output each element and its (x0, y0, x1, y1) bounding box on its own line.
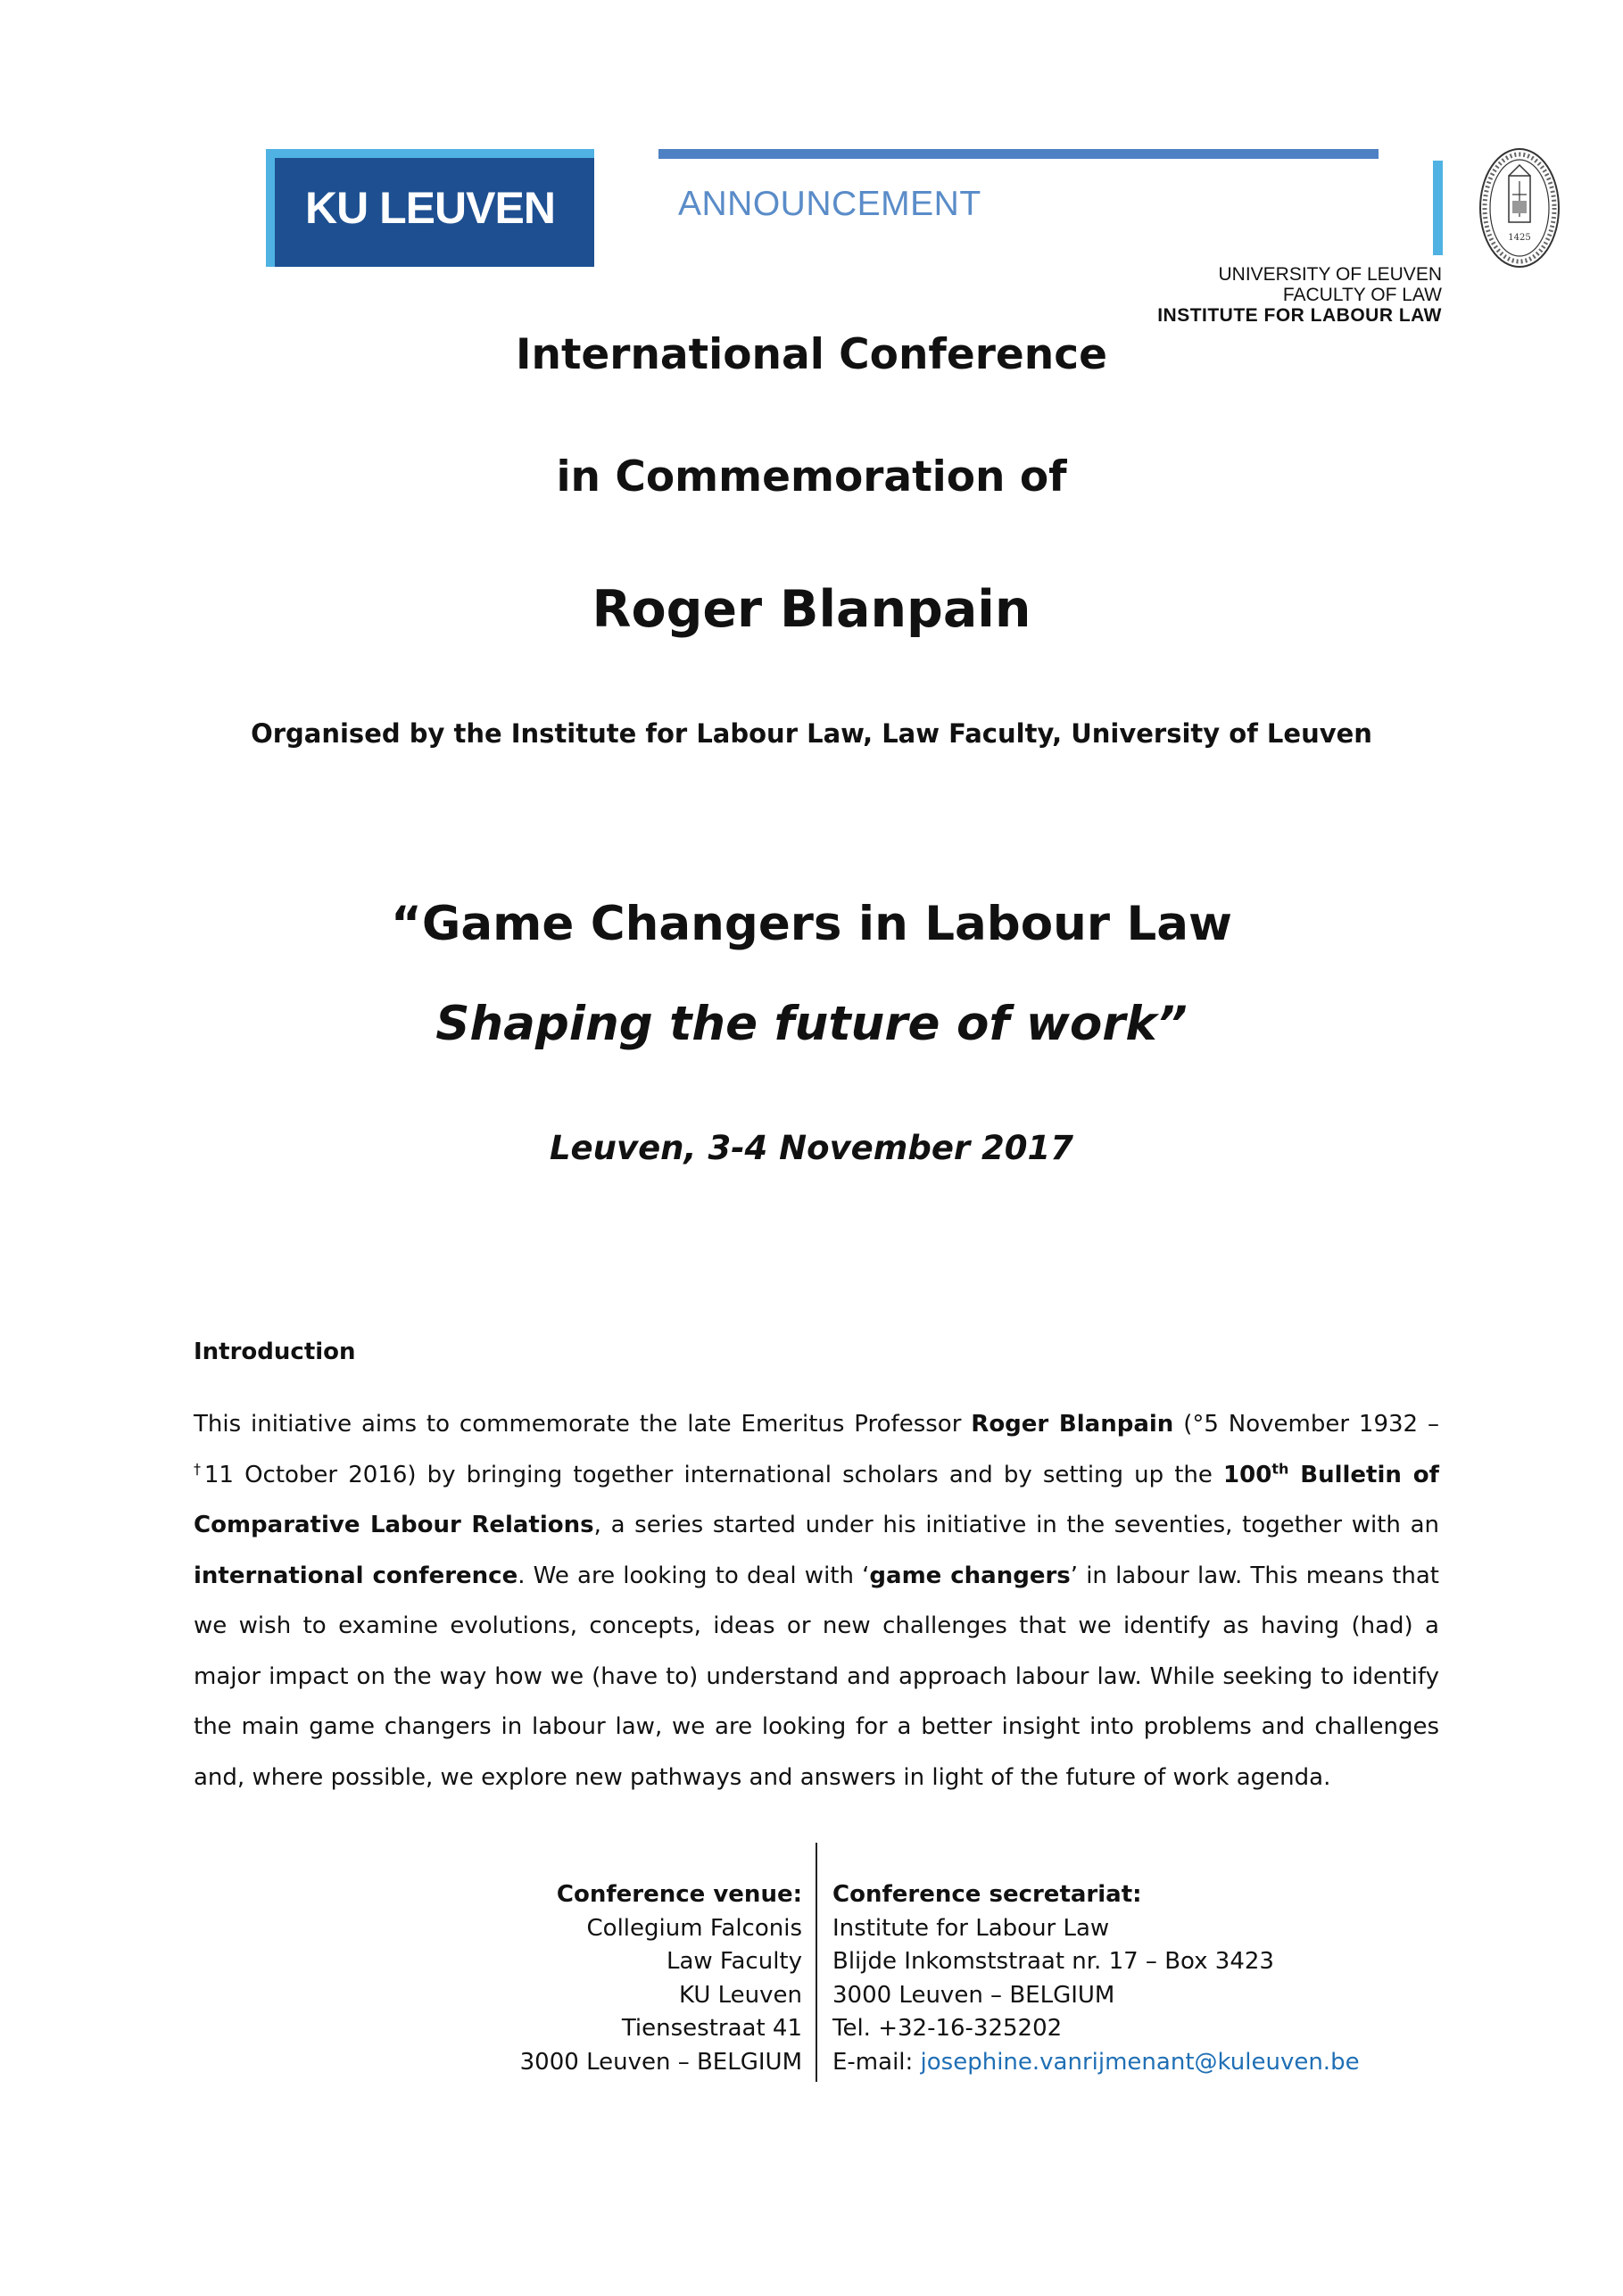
column-divider (816, 1843, 817, 2082)
venue-line: Tiensestraat 41 (621, 2015, 802, 2042)
header-rule (658, 149, 1379, 159)
secretariat-line: Blijde Inkomststraat nr. 17 – Box 3423 (832, 1948, 1274, 1975)
university-address-block (1157, 264, 1442, 326)
venue-line: KU Leuven (678, 1981, 802, 2009)
intro-text-segment: ’ in labour law. This means that we wish to examine evolutions, concepts, ideas or new challenges that we identify as having (had) a major impact on the way how we (have to) understand and approach labour law. While seeking to identify the main game changers in labour law, we are looking for a better insight into problems and challenges and, where possible, we explore new pathways and answers in light of the future of work agenda. (194, 1562, 1439, 1791)
introduction-heading: Introduction (194, 1339, 356, 1365)
venue-heading: Conference venue: (556, 1881, 802, 1908)
intro-bold-name: Roger Blanpain (971, 1411, 1174, 1438)
conference-title: International Conference (516, 330, 1107, 379)
faculty-name: FACULTY OF LAW (1282, 285, 1442, 305)
ku-leuven-logo (266, 149, 594, 267)
introduction-paragraph (194, 1399, 1439, 1803)
secretariat-line: Institute for Labour Law (832, 1914, 1110, 1942)
seal-year: 1425 (1508, 233, 1531, 243)
university-seal-icon (1477, 145, 1562, 270)
email-link[interactable]: josephine.vanrijmenant@kuleuven.be (920, 2048, 1360, 2076)
intro-text-segment: (°5 November 1932 – (1173, 1411, 1439, 1438)
venue-line: 3000 Leuven – BELGIUM (519, 2048, 802, 2076)
logo-text: KU LEUVEN (305, 183, 555, 233)
header-vertical-rule (1433, 161, 1443, 255)
secretariat-line: 3000 Leuven – BELGIUM (832, 1981, 1115, 2009)
intro-text-segment: 11 October 2016) by bringing together international scholars and by setting up the (203, 1461, 1224, 1488)
conference-dateline: Leuven, 3-4 November 2017 (549, 1129, 1074, 1167)
intro-text-segment: , a series started under his initiative in the seventies, together with an (593, 1512, 1439, 1538)
secretariat-heading: Conference secretariat: (832, 1881, 1142, 1908)
conference-venue-block (520, 1878, 802, 2079)
intro-bold-bulletin: 100th Bulletin of Comparative Labour Relations (194, 1459, 1439, 1538)
intro-bold-game-changers: game changers (869, 1562, 1071, 1589)
honoree-name: Roger Blanpain (592, 580, 1031, 639)
theme-title: “Game Changers in Labour Law (391, 897, 1232, 951)
email-label: E-mail: (832, 2048, 921, 2076)
secretariat-email-line (832, 2046, 1360, 2080)
theme-subtitle: Shaping the future of work” (435, 997, 1188, 1051)
intro-bold-conference: international conference (194, 1562, 518, 1589)
intro-text-segment: . We are looking to deal with ‘ (518, 1562, 870, 1589)
venue-line: Collegium Falconis (586, 1914, 802, 1942)
commemoration-line: in Commemoration of (556, 452, 1067, 501)
institute-name: INSTITUTE FOR LABOUR LAW (1157, 305, 1442, 326)
announcement-label: ANNOUNCEMENT (678, 185, 981, 223)
venue-line: Law Faculty (666, 1948, 802, 1975)
organiser-line: Organised by the Institute for Labour Law, Law Faculty, University of Leuven (251, 718, 1372, 749)
university-name: UNIVERSITY OF LEUVEN (1218, 264, 1442, 285)
secretariat-line: Tel. +32-16-325202 (832, 2015, 1063, 2042)
intro-text-segment: This initiative aims to commemorate the late Emeritus Professor (194, 1411, 972, 1438)
death-cross-mark: † (194, 1459, 204, 1477)
conference-secretariat-block (832, 1878, 1360, 2079)
